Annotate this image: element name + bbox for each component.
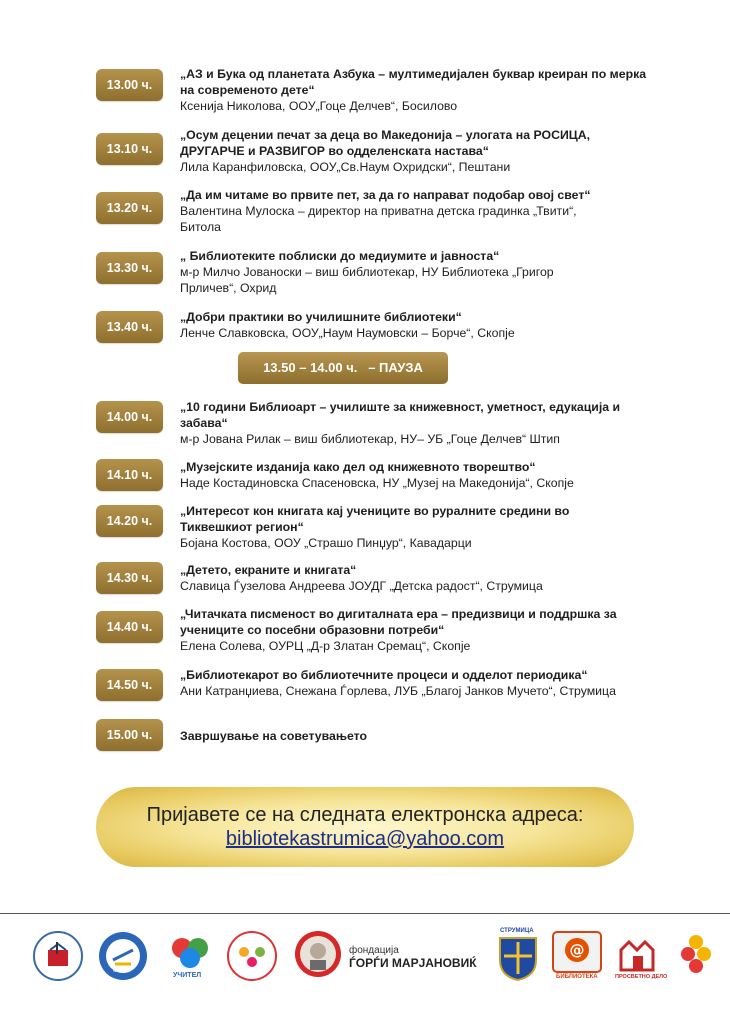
session-title: „Добри практики во училишните библиотеки“ <box>180 310 462 324</box>
session-text <box>180 248 590 296</box>
time-badge: 13.30 ч. <box>96 252 163 284</box>
session-text <box>180 728 650 744</box>
library-logo-icon <box>551 930 603 979</box>
session-speaker: Ани Катранџиева, Снежана Ѓорлева, ЛУБ „Благој Јанков Мучето“, Струмица <box>180 684 616 698</box>
session-text <box>180 606 640 654</box>
foundation-portrait-icon <box>294 930 342 983</box>
session-speaker: Ксенија Николова, ООУ„Гоце Делчев“, Босилово <box>180 99 458 113</box>
ucitel-logo-icon <box>165 930 215 977</box>
session-title: „Осум децении печат за деца во Македонија – улогата на РОСИЦА, ДРУГАРЧЕ и РАЗВИГОР во одделенската настава“ <box>180 128 591 158</box>
partner-logos <box>0 930 730 1010</box>
session-speaker: Ленче Славковска, ООУ„Наум Наумовски – Борче“, Скопје <box>180 326 515 340</box>
foundation-label: фондација <box>349 945 399 956</box>
strumica-coat-icon <box>496 930 540 987</box>
session-text <box>180 127 650 175</box>
strumica-label: СТРУМИЦА <box>500 928 534 934</box>
session-speaker: Славица Ѓузелова Андреева ЈОУДГ „Детска радост“, Струмица <box>180 579 543 593</box>
registration-text: Пријавете се на следната електронска адреса: <box>146 804 584 826</box>
session-speaker: Елена Солева, ОУРЦ „Д-р Златан Сремац“, Скопје <box>180 639 471 653</box>
skopje-label: Скопје <box>113 968 129 974</box>
foundation-title: ЃОРЃИ МАРЈАНОВИЌ <box>349 956 477 970</box>
session-title: „Музејските изданија како дел од книжевното творештво“ <box>180 460 536 474</box>
session-text <box>180 459 650 491</box>
session-title: „ Библиотеките поблиски до медиумите и јавноста“ <box>180 249 500 263</box>
session-speaker: м-р Јована Рилак – виш библиотекар, НУ– УБ „Гоце Делчев“ Штип <box>180 432 560 446</box>
association-logo-icon <box>32 930 84 987</box>
session-title: „Читачката писменост во дигиталната ера – предизвици и поддршка за учениците со посебни образовни потреби“ <box>180 607 617 637</box>
session-title: „АЗ и Бука од планетата Азбука – мултимедијален буквар креиран по мерка на современото дете“ <box>180 67 647 97</box>
prosvetno-delo-label: ПРОСВЕТНО ДЕЛО <box>615 974 668 980</box>
svg-text:@: @ <box>569 941 585 959</box>
biblioteka-label: БИБЛИОТЕКА <box>556 974 598 980</box>
time-badge: 14.30 ч. <box>96 562 163 594</box>
time-badge: 15.00 ч. <box>96 719 163 751</box>
ucitel-label: УЧИТЕЛ <box>173 972 202 979</box>
teachers-logo-icon <box>97 930 149 987</box>
footer-divider <box>0 913 730 914</box>
time-badge: 14.50 ч. <box>96 669 163 701</box>
time-badge: 13.20 ч. <box>96 192 163 224</box>
time-badge: 13.40 ч. <box>96 311 163 343</box>
time-badge: 14.20 ч. <box>96 505 163 537</box>
session-text <box>180 399 650 447</box>
session-speaker: Валентина Мулоска – директор на приватна детска градинка „Твити“, Битола <box>180 204 577 234</box>
pause-banner: 13.50 – 14.00 ч. – ПАУЗА <box>238 352 448 384</box>
session-speaker: Наде Костадиновска Спасеновска, НУ „Музеј на Македонија“, Скопје <box>180 476 574 490</box>
session-text <box>180 503 600 551</box>
time-badge: 13.10 ч. <box>96 133 163 165</box>
time-badge: 13.00 ч. <box>96 69 163 101</box>
session-text <box>180 66 650 114</box>
session-text <box>180 562 650 594</box>
session-title: „Детето, екраните и книгата“ <box>180 563 357 577</box>
session-title: „Да им читаме во првите пет, за да го направат подобар овој свет“ <box>180 188 591 202</box>
session-speaker: м-р Милчо Јованоски – виш библиотекар, НУ Библиотека „Григор Прличев“, Охрид <box>180 265 554 295</box>
flower-logo-icon <box>678 930 714 987</box>
children-logo-icon <box>224 930 280 987</box>
session-text <box>180 667 650 699</box>
session-text <box>180 187 600 235</box>
session-title: „Интересот кон книгата кај учениците во руралните средини во Тиквешкиот регион“ <box>180 504 570 534</box>
session-title: „10 години Библиоарт – училиште за книжевност, уметност, едукација и забава“ <box>180 400 621 430</box>
time-badge: 14.10 ч. <box>96 459 163 491</box>
time-badge: 14.40 ч. <box>96 611 163 643</box>
email-link[interactable]: bibliotekastrumica@yahoo.com <box>225 828 505 850</box>
registration-banner <box>96 787 634 867</box>
prosvetno-delo-logo-icon <box>615 930 668 980</box>
session-text <box>180 309 650 341</box>
session-speaker: Лила Каранфиловска, ООУ„Св.Наум Охридски“, Пештани <box>180 160 511 174</box>
foundation-name <box>349 945 477 970</box>
session-speaker: Бојана Костова, ООУ „Страшо Пинџур“, Кавадарци <box>180 536 472 550</box>
session-title: „Библиотекарот во библиотечните процеси и одделот периодика“ <box>180 668 588 682</box>
session-title: Завршување на советувањето <box>180 729 368 743</box>
time-badge: 14.00 ч. <box>96 401 163 433</box>
